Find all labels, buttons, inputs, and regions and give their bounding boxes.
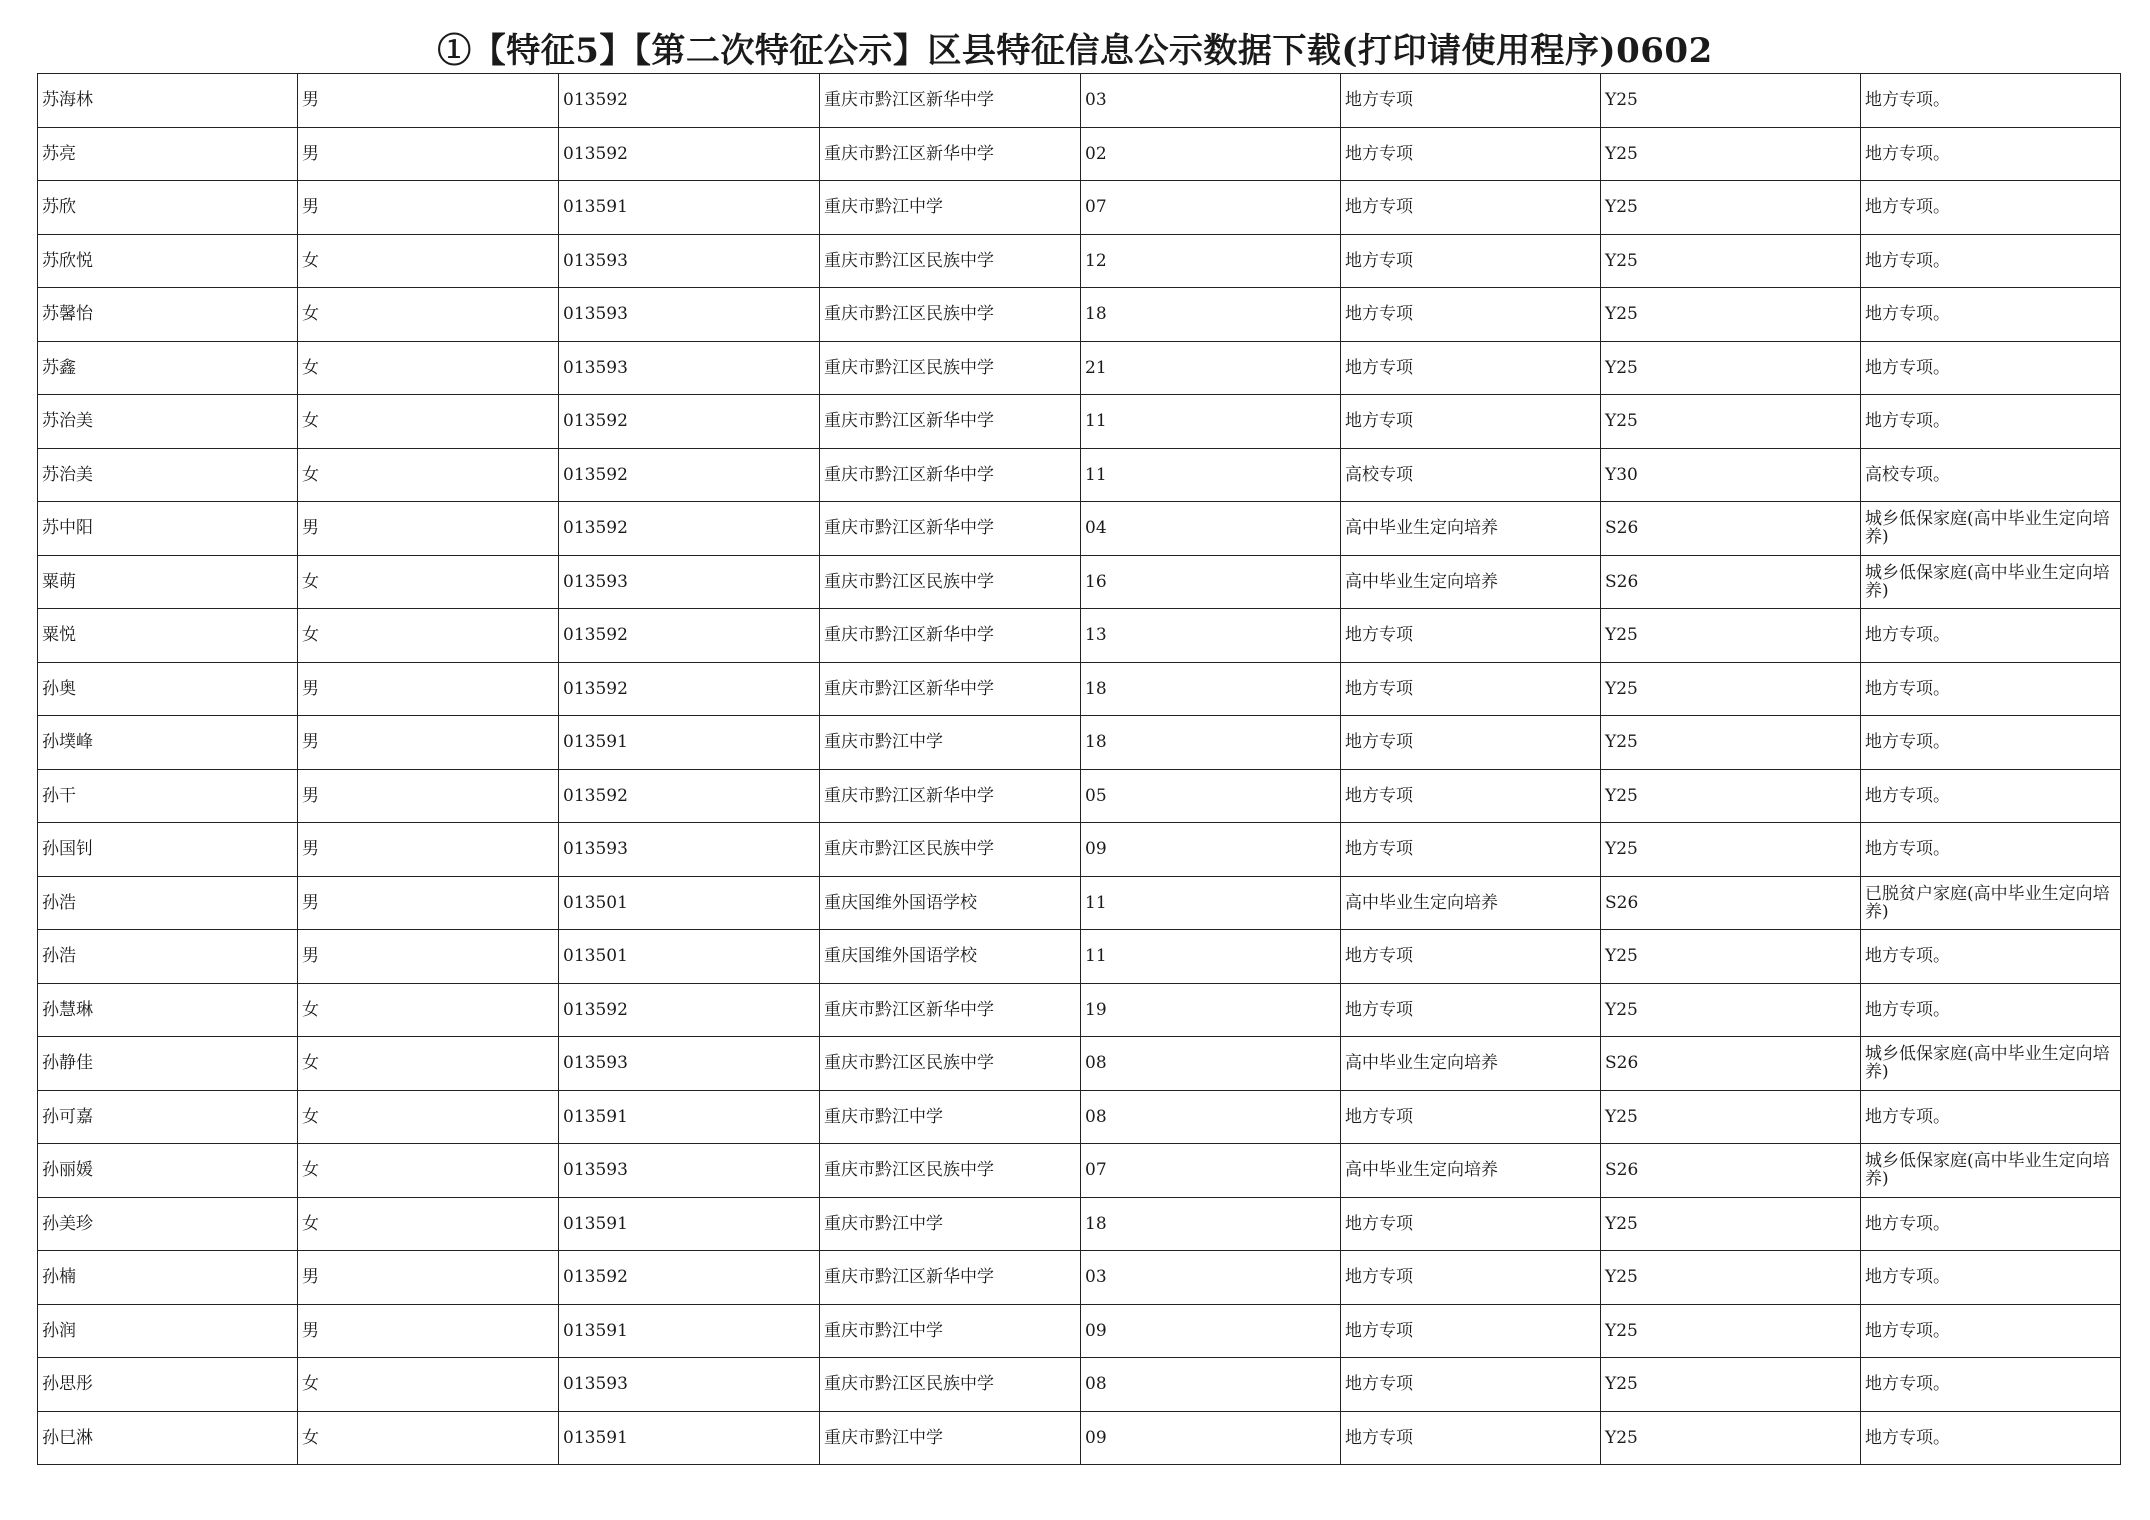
school-name-cell: 重庆市黔江区民族中学 xyxy=(820,1358,1081,1412)
school-code-cell: 013591 xyxy=(559,1411,820,1465)
gender-cell: 女 xyxy=(298,395,559,449)
school-code-cell: 013593 xyxy=(559,288,820,342)
category-cell: 地方专项 xyxy=(1341,769,1601,823)
category-cell: 地方专项 xyxy=(1341,823,1601,877)
category-cell: 高中毕业生定向培养 xyxy=(1341,555,1601,609)
school-name-cell: 重庆市黔江区新华中学 xyxy=(820,127,1081,181)
name-cell: 苏治美 xyxy=(38,448,298,502)
remark-cell: 地方专项。 xyxy=(1861,181,2121,235)
remark-cell: 城乡低保家庭(高中毕业生定向培养) xyxy=(1861,1037,2121,1091)
name-cell: 苏亮 xyxy=(38,127,298,181)
gender-cell: 男 xyxy=(298,662,559,716)
category-cell: 地方专项 xyxy=(1341,1251,1601,1305)
remark-cell: 地方专项。 xyxy=(1861,1358,2121,1412)
code-cell: S26 xyxy=(1601,1144,1861,1198)
school-name-cell: 重庆市黔江区新华中学 xyxy=(820,1251,1081,1305)
school-code-cell: 013593 xyxy=(559,823,820,877)
school-name-cell: 重庆市黔江区民族中学 xyxy=(820,1037,1081,1091)
class-cell: 18 xyxy=(1081,288,1341,342)
class-cell: 21 xyxy=(1081,341,1341,395)
gender-cell: 女 xyxy=(298,609,559,663)
gender-cell: 女 xyxy=(298,555,559,609)
gender-cell: 女 xyxy=(298,1090,559,1144)
school-code-cell: 013593 xyxy=(559,1144,820,1198)
table-row xyxy=(38,234,2121,288)
code-cell: Y25 xyxy=(1601,716,1861,770)
school-code-cell: 013591 xyxy=(559,1090,820,1144)
remark-cell: 地方专项。 xyxy=(1861,716,2121,770)
name-cell: 孙国钊 xyxy=(38,823,298,877)
code-cell: Y25 xyxy=(1601,341,1861,395)
school-name-cell: 重庆市黔江区新华中学 xyxy=(820,609,1081,663)
class-cell: 03 xyxy=(1081,1251,1341,1305)
table-row xyxy=(38,662,2121,716)
code-cell: S26 xyxy=(1601,555,1861,609)
category-cell: 地方专项 xyxy=(1341,341,1601,395)
category-cell: 高中毕业生定向培养 xyxy=(1341,502,1601,556)
gender-cell: 男 xyxy=(298,1251,559,1305)
name-cell: 孙浩 xyxy=(38,876,298,930)
class-cell: 07 xyxy=(1081,1144,1341,1198)
table-row xyxy=(38,448,2121,502)
code-cell: Y25 xyxy=(1601,74,1861,128)
gender-cell: 女 xyxy=(298,983,559,1037)
class-cell: 16 xyxy=(1081,555,1341,609)
school-name-cell: 重庆市黔江区民族中学 xyxy=(820,341,1081,395)
gender-cell: 男 xyxy=(298,127,559,181)
school-code-cell: 013592 xyxy=(559,395,820,449)
school-name-cell: 重庆市黔江区民族中学 xyxy=(820,1144,1081,1198)
code-cell: S26 xyxy=(1601,876,1861,930)
remark-cell: 地方专项。 xyxy=(1861,769,2121,823)
name-cell: 孙干 xyxy=(38,769,298,823)
school-name-cell: 重庆市黔江中学 xyxy=(820,181,1081,235)
name-cell: 苏治美 xyxy=(38,395,298,449)
gender-cell: 男 xyxy=(298,1304,559,1358)
school-code-cell: 013593 xyxy=(559,1037,820,1091)
school-code-cell: 013592 xyxy=(559,74,820,128)
category-cell: 地方专项 xyxy=(1341,930,1601,984)
name-cell: 孙润 xyxy=(38,1304,298,1358)
class-cell: 02 xyxy=(1081,127,1341,181)
code-cell: Y25 xyxy=(1601,127,1861,181)
code-cell: Y25 xyxy=(1601,609,1861,663)
school-name-cell: 重庆市黔江区新华中学 xyxy=(820,662,1081,716)
category-cell: 地方专项 xyxy=(1341,1411,1601,1465)
category-cell: 高校专项 xyxy=(1341,448,1601,502)
name-cell: 苏欣悦 xyxy=(38,234,298,288)
table-row xyxy=(38,1144,2121,1198)
data-table-container xyxy=(37,73,2120,1465)
school-name-cell: 重庆市黔江区新华中学 xyxy=(820,502,1081,556)
class-cell: 09 xyxy=(1081,823,1341,877)
remark-cell: 城乡低保家庭(高中毕业生定向培养) xyxy=(1861,502,2121,556)
category-cell: 地方专项 xyxy=(1341,662,1601,716)
category-cell: 地方专项 xyxy=(1341,1197,1601,1251)
table-row xyxy=(38,823,2121,877)
remark-cell: 地方专项。 xyxy=(1861,1251,2121,1305)
remark-cell: 高校专项。 xyxy=(1861,448,2121,502)
code-cell: Y25 xyxy=(1601,1197,1861,1251)
class-cell: 11 xyxy=(1081,395,1341,449)
table-row xyxy=(38,288,2121,342)
gender-cell: 女 xyxy=(298,288,559,342)
school-code-cell: 013591 xyxy=(559,1197,820,1251)
category-cell: 地方专项 xyxy=(1341,74,1601,128)
school-code-cell: 013592 xyxy=(559,448,820,502)
school-code-cell: 013592 xyxy=(559,662,820,716)
school-code-cell: 013591 xyxy=(559,181,820,235)
gender-cell: 女 xyxy=(298,234,559,288)
table-row xyxy=(38,769,2121,823)
gender-cell: 女 xyxy=(298,1411,559,1465)
category-cell: 高中毕业生定向培养 xyxy=(1341,1037,1601,1091)
school-name-cell: 重庆市黔江区新华中学 xyxy=(820,74,1081,128)
remark-cell: 地方专项。 xyxy=(1861,1197,2121,1251)
school-name-cell: 重庆市黔江区新华中学 xyxy=(820,769,1081,823)
class-cell: 18 xyxy=(1081,716,1341,770)
gender-cell: 男 xyxy=(298,769,559,823)
gender-cell: 女 xyxy=(298,448,559,502)
gender-cell: 女 xyxy=(298,1037,559,1091)
school-code-cell: 013501 xyxy=(559,930,820,984)
school-name-cell: 重庆市黔江中学 xyxy=(820,1304,1081,1358)
category-cell: 地方专项 xyxy=(1341,609,1601,663)
remark-cell: 地方专项。 xyxy=(1861,395,2121,449)
table-row xyxy=(38,1037,2121,1091)
code-cell: Y30 xyxy=(1601,448,1861,502)
code-cell: Y25 xyxy=(1601,1090,1861,1144)
name-cell: 孙可嘉 xyxy=(38,1090,298,1144)
code-cell: Y25 xyxy=(1601,1251,1861,1305)
gender-cell: 男 xyxy=(298,823,559,877)
class-cell: 18 xyxy=(1081,662,1341,716)
table-row xyxy=(38,983,2121,1037)
gender-cell: 男 xyxy=(298,181,559,235)
gender-cell: 男 xyxy=(298,876,559,930)
school-code-cell: 013593 xyxy=(559,341,820,395)
remark-cell: 地方专项。 xyxy=(1861,234,2121,288)
class-cell: 18 xyxy=(1081,1197,1341,1251)
gender-cell: 男 xyxy=(298,502,559,556)
code-cell: Y25 xyxy=(1601,395,1861,449)
data-table xyxy=(37,73,2121,1465)
remark-cell: 地方专项。 xyxy=(1861,1090,2121,1144)
class-cell: 03 xyxy=(1081,74,1341,128)
code-cell: Y25 xyxy=(1601,288,1861,342)
remark-cell: 地方专项。 xyxy=(1861,662,2121,716)
remark-cell: 地方专项。 xyxy=(1861,983,2121,1037)
name-cell: 孙巳淋 xyxy=(38,1411,298,1465)
category-cell: 高中毕业生定向培养 xyxy=(1341,876,1601,930)
school-code-cell: 013592 xyxy=(559,769,820,823)
table-row xyxy=(38,395,2121,449)
school-code-cell: 013592 xyxy=(559,609,820,663)
name-cell: 粟萌 xyxy=(38,555,298,609)
school-name-cell: 重庆市黔江区新华中学 xyxy=(820,395,1081,449)
code-cell: Y25 xyxy=(1601,1358,1861,1412)
remark-cell: 地方专项。 xyxy=(1861,74,2121,128)
category-cell: 地方专项 xyxy=(1341,1304,1601,1358)
code-cell: Y25 xyxy=(1601,930,1861,984)
table-row xyxy=(38,181,2121,235)
class-cell: 09 xyxy=(1081,1411,1341,1465)
class-cell: 05 xyxy=(1081,769,1341,823)
code-cell: Y25 xyxy=(1601,181,1861,235)
code-cell: Y25 xyxy=(1601,234,1861,288)
category-cell: 地方专项 xyxy=(1341,288,1601,342)
table-row xyxy=(38,1090,2121,1144)
school-code-cell: 013592 xyxy=(559,1251,820,1305)
table-row xyxy=(38,1197,2121,1251)
remark-cell: 城乡低保家庭(高中毕业生定向培养) xyxy=(1861,555,2121,609)
category-cell: 地方专项 xyxy=(1341,234,1601,288)
school-name-cell: 重庆市黔江中学 xyxy=(820,1411,1081,1465)
class-cell: 07 xyxy=(1081,181,1341,235)
class-cell: 04 xyxy=(1081,502,1341,556)
table-row xyxy=(38,127,2121,181)
category-cell: 地方专项 xyxy=(1341,983,1601,1037)
table-row xyxy=(38,716,2121,770)
table-row xyxy=(38,609,2121,663)
category-cell: 地方专项 xyxy=(1341,716,1601,770)
code-cell: S26 xyxy=(1601,502,1861,556)
name-cell: 孙慧琳 xyxy=(38,983,298,1037)
gender-cell: 女 xyxy=(298,1144,559,1198)
name-cell: 孙丽媛 xyxy=(38,1144,298,1198)
school-name-cell: 重庆市黔江中学 xyxy=(820,1090,1081,1144)
gender-cell: 女 xyxy=(298,1358,559,1412)
table-row xyxy=(38,341,2121,395)
code-cell: S26 xyxy=(1601,1037,1861,1091)
remark-cell: 地方专项。 xyxy=(1861,127,2121,181)
gender-cell: 女 xyxy=(298,341,559,395)
name-cell: 苏馨怡 xyxy=(38,288,298,342)
name-cell: 粟悦 xyxy=(38,609,298,663)
name-cell: 孙浩 xyxy=(38,930,298,984)
class-cell: 13 xyxy=(1081,609,1341,663)
school-code-cell: 013593 xyxy=(559,1358,820,1412)
name-cell: 孙思彤 xyxy=(38,1358,298,1412)
category-cell: 地方专项 xyxy=(1341,127,1601,181)
remark-cell: 地方专项。 xyxy=(1861,341,2121,395)
code-cell: Y25 xyxy=(1601,1304,1861,1358)
table-row xyxy=(38,1304,2121,1358)
table-row xyxy=(38,502,2121,556)
name-cell: 孙静佳 xyxy=(38,1037,298,1091)
name-cell: 孙美珍 xyxy=(38,1197,298,1251)
table-row xyxy=(38,555,2121,609)
name-cell: 孙墣峰 xyxy=(38,716,298,770)
class-cell: 11 xyxy=(1081,876,1341,930)
remark-cell: 城乡低保家庭(高中毕业生定向培养) xyxy=(1861,1144,2121,1198)
remark-cell: 地方专项。 xyxy=(1861,609,2121,663)
gender-cell: 女 xyxy=(298,1197,559,1251)
school-name-cell: 重庆市黔江区民族中学 xyxy=(820,288,1081,342)
gender-cell: 男 xyxy=(298,74,559,128)
name-cell: 苏中阳 xyxy=(38,502,298,556)
name-cell: 苏海林 xyxy=(38,74,298,128)
code-cell: Y25 xyxy=(1601,1411,1861,1465)
class-cell: 11 xyxy=(1081,930,1341,984)
gender-cell: 男 xyxy=(298,716,559,770)
school-code-cell: 013591 xyxy=(559,716,820,770)
school-name-cell: 重庆市黔江区民族中学 xyxy=(820,234,1081,288)
class-cell: 08 xyxy=(1081,1037,1341,1091)
school-name-cell: 重庆市黔江区民族中学 xyxy=(820,555,1081,609)
school-name-cell: 重庆国维外国语学校 xyxy=(820,930,1081,984)
code-cell: Y25 xyxy=(1601,662,1861,716)
class-cell: 08 xyxy=(1081,1090,1341,1144)
school-name-cell: 重庆市黔江区新华中学 xyxy=(820,983,1081,1037)
table-body xyxy=(38,74,2121,1465)
class-cell: 08 xyxy=(1081,1358,1341,1412)
category-cell: 高中毕业生定向培养 xyxy=(1341,1144,1601,1198)
school-name-cell: 重庆国维外国语学校 xyxy=(820,876,1081,930)
code-cell: Y25 xyxy=(1601,823,1861,877)
school-code-cell: 013592 xyxy=(559,983,820,1037)
remark-cell: 地方专项。 xyxy=(1861,1304,2121,1358)
school-code-cell: 013501 xyxy=(559,876,820,930)
category-cell: 地方专项 xyxy=(1341,1358,1601,1412)
category-cell: 地方专项 xyxy=(1341,181,1601,235)
school-code-cell: 013593 xyxy=(559,555,820,609)
remark-cell: 已脱贫户家庭(高中毕业生定向培养) xyxy=(1861,876,2121,930)
table-row xyxy=(38,876,2121,930)
table-row xyxy=(38,1251,2121,1305)
remark-cell: 地方专项。 xyxy=(1861,823,2121,877)
gender-cell: 男 xyxy=(298,930,559,984)
code-cell: Y25 xyxy=(1601,983,1861,1037)
code-cell: Y25 xyxy=(1601,769,1861,823)
name-cell: 苏欣 xyxy=(38,181,298,235)
category-cell: 地方专项 xyxy=(1341,395,1601,449)
remark-cell: 地方专项。 xyxy=(1861,930,2121,984)
table-row xyxy=(38,1358,2121,1412)
remark-cell: 地方专项。 xyxy=(1861,288,2121,342)
class-cell: 19 xyxy=(1081,983,1341,1037)
school-name-cell: 重庆市黔江中学 xyxy=(820,716,1081,770)
category-cell: 地方专项 xyxy=(1341,1090,1601,1144)
table-row xyxy=(38,1411,2121,1465)
class-cell: 12 xyxy=(1081,234,1341,288)
school-code-cell: 013592 xyxy=(559,127,820,181)
name-cell: 苏鑫 xyxy=(38,341,298,395)
name-cell: 孙奥 xyxy=(38,662,298,716)
school-name-cell: 重庆市黔江区新华中学 xyxy=(820,448,1081,502)
class-cell: 09 xyxy=(1081,1304,1341,1358)
name-cell: 孙楠 xyxy=(38,1251,298,1305)
school-code-cell: 013592 xyxy=(559,502,820,556)
school-name-cell: 重庆市黔江区民族中学 xyxy=(820,823,1081,877)
school-code-cell: 013591 xyxy=(559,1304,820,1358)
school-code-cell: 013593 xyxy=(559,234,820,288)
class-cell: 11 xyxy=(1081,448,1341,502)
page-title: ①【特征5】【第二次特征公示】区县特征信息公示数据下载(打印请使用程序)0602 xyxy=(437,31,1713,71)
table-row xyxy=(38,74,2121,128)
school-name-cell: 重庆市黔江中学 xyxy=(820,1197,1081,1251)
table-row xyxy=(38,930,2121,984)
remark-cell: 地方专项。 xyxy=(1861,1411,2121,1465)
